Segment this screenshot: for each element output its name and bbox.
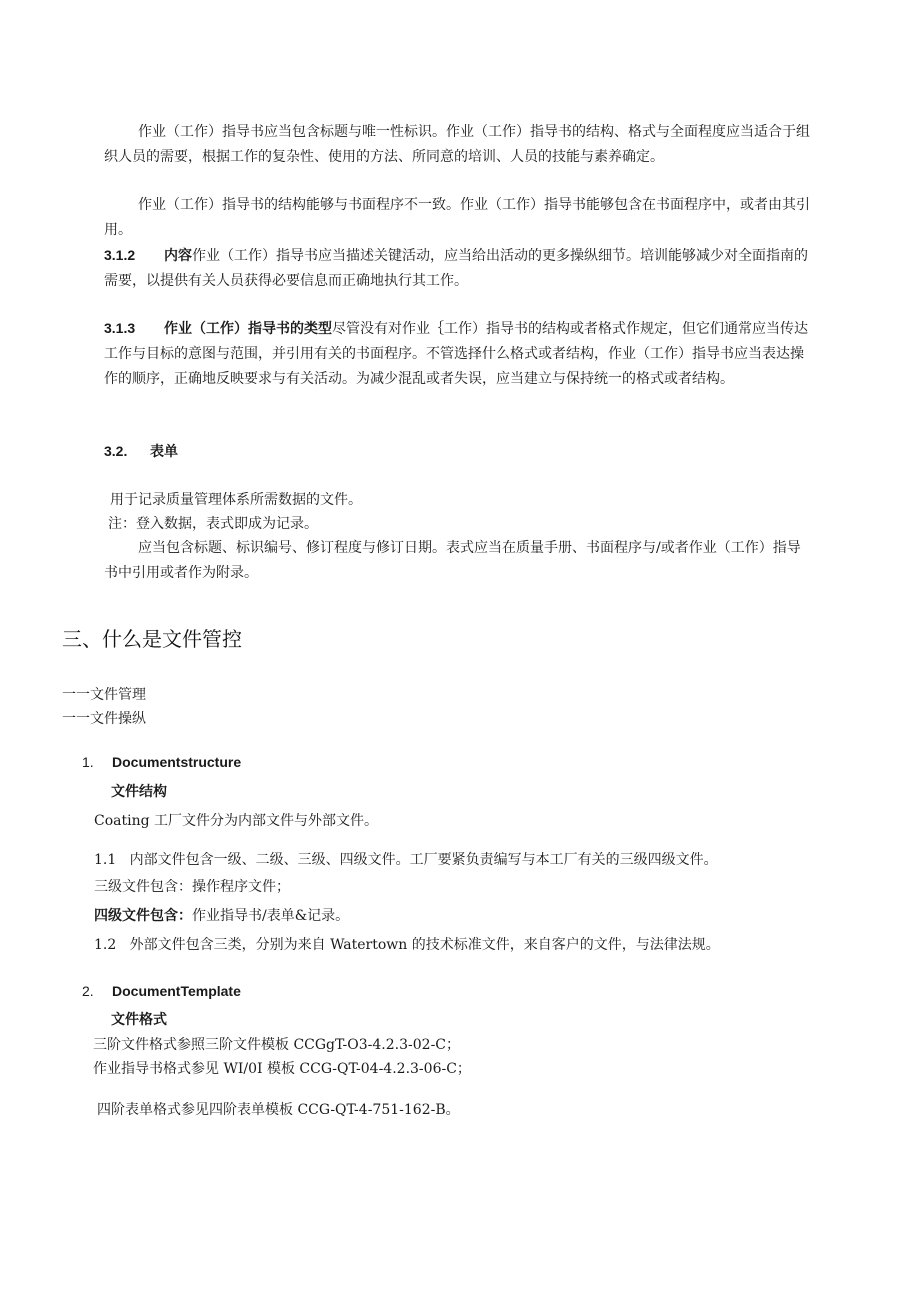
section-title: 作业（工作）指导书的类型 [164, 321, 332, 337]
forms-requirements: 应当包含标题、标识编号、修订程度与修订日期。表式应当在质量手册、书面程序与/或者作业（工作）指导书中引用或者作为附录。 [104, 540, 801, 581]
item-number: 2. [82, 983, 94, 999]
forms-note: 注：登入数据，表式即成为记录。 [108, 516, 318, 532]
forms-definition: 用于记录质量管理体系所需数据的文件。 [110, 492, 362, 508]
item-title: Documentstructure [112, 754, 242, 770]
level4-label: 四级文件包含： [94, 908, 192, 924]
section-title: 表单 [150, 444, 178, 460]
chapter-heading: 三、什么是文件管控 [62, 627, 242, 651]
section-body: 作业（工作）指导书应当描述关键活动，应当给出活动的更多操纵细节。培训能够减少对全面指南的需要，以提供有关人员获得必要信息而正确地执行其工作。 [104, 248, 808, 289]
item-2-subtitle: 文件格式 [111, 1012, 167, 1028]
section-title: 内容 [164, 248, 192, 264]
template-work-instruction: 作业指导书格式参见 WI/0I 模板 CCG-QT-04-4.2.3-06-C； [93, 1061, 471, 1077]
paragraph-structure: 作业（工作）指导书的结构能够与书面程序不一致。作业（工作）指导书能够包含在书面程序中，或者由其引用。 [104, 197, 810, 238]
item-1-heading [82, 752, 241, 772]
template-level4-form: 四阶表单格式参见四阶表单模板 CCG-QT-4-751-162-B。 [97, 1102, 460, 1118]
item-1-1: 1.1 内部文件包含一级、二级、三级、四级文件。工厂要紧负责编写与本工厂有关的三级四级文件。 [94, 852, 718, 868]
paragraph-title-and-id: 作业（工作）指导书应当包含标题与唯一性标识。作业（工作）指导书的结构、格式与全面程度应当适合于组织人员的需要，根据工作的复杂性、使用的方法、所同意的培训、人员的技能与素养确定。 [104, 124, 810, 165]
item-number: 1. [82, 754, 94, 770]
dash-item-file-control: 一一文件操纵 [62, 711, 146, 727]
section-number: 3.2. [104, 443, 128, 459]
item-title: DocumentTemplate [112, 983, 241, 999]
item-level4 [94, 906, 349, 926]
item-1-subtitle: 文件结构 [111, 784, 167, 800]
item-level3: 三级文件包含：操作程序文件； [94, 879, 290, 895]
template-level3: 三阶文件格式参照三阶文件模板 CCGgT-O3-4.2.3-02-C； [93, 1037, 461, 1053]
section-body: 尽管没有对作业｛工作）指导书的结构或者格式作规定，但它们通常应当传达工作与目标的意图与范围，并引用有关的书面程序。不管选择什么格式或者结构，作业（工作）指导书应当表达操作的顺序，正确地反映要求与有关活动。为减少混乱或者失误，应当建立与保持统一的格式或者结构。 [104, 321, 808, 387]
item-1-2: 1.2 外部文件包含三类，分别为来自 Watertown 的技术标准文件，来自客户的文件，与法律法规。 [94, 937, 720, 953]
section-number: 3.1.3 [104, 320, 136, 336]
section-3-2-heading [104, 441, 178, 462]
item-2-heading [82, 981, 241, 1001]
item-1-intro: Coating 工厂文件分为内部文件与外部文件。 [94, 813, 379, 829]
section-number: 3.1.2 [104, 247, 136, 263]
level4-body: 作业指导书/表单&记录。 [192, 908, 350, 924]
section-3-1-2 [104, 243, 810, 294]
dash-item-file-management: 一一文件管理 [62, 687, 146, 703]
section-3-1-3 [104, 316, 810, 392]
